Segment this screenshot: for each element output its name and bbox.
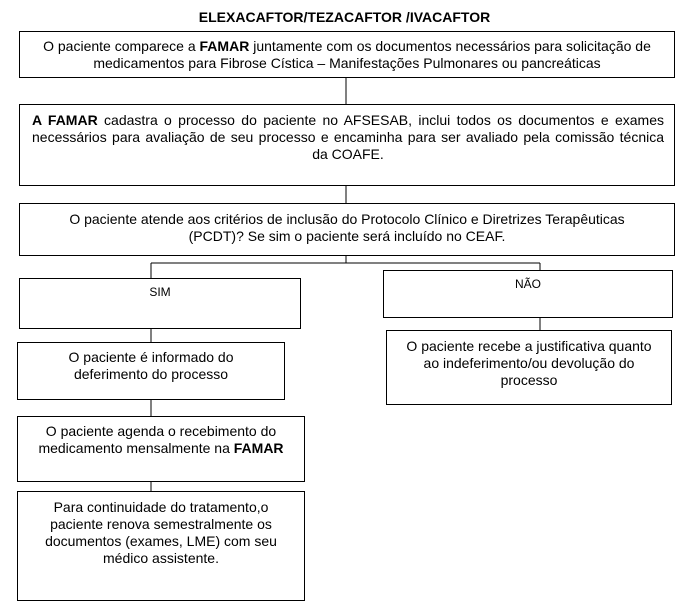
schedule-text-pre: O paciente agenda o recebimento do medicamento mensalmente na xyxy=(38,423,277,456)
step3-text: O paciente atende aos critérios de inclusão do Protocolo Clínico e Diretrizes Terapêuticas (PCDT)? Se sim o paciente será incluído no CEAF. xyxy=(69,211,625,244)
step-schedule-pickup xyxy=(17,416,305,482)
step1-text-pre: O paciente comparece a xyxy=(43,38,200,54)
diagram-title: ELEXACAFTOR/TEZACAFTOR /IVACAFTOR xyxy=(198,9,491,25)
step-famar-registers xyxy=(19,104,675,186)
justification-text: O paciente recebe a justificativa quanto ao indeferimento/ou devolução do processo xyxy=(406,338,652,388)
schedule-text-bold: FAMAR xyxy=(233,440,284,456)
informed-text: O paciente é informado do deferimento do processo xyxy=(68,349,234,382)
step-patient-informed xyxy=(17,342,285,400)
step-justification xyxy=(386,330,672,405)
branch-no-label xyxy=(383,270,673,318)
step1-text-bold: FAMAR xyxy=(199,38,250,54)
step-renew-documents xyxy=(17,491,305,601)
step-criteria-question xyxy=(19,203,675,256)
branch-yes-label xyxy=(19,278,301,329)
step-patient-arrives xyxy=(19,31,675,78)
renew-text: Para continuidade do tratamento,o paciente renova semestralmente os documentos (exames, LME) com seu médico assistente. xyxy=(45,499,277,566)
step1-text-post: juntamente com os documentos necessários para solicitação de medicamentos para Fibrose Cística – Manifestações Pulmonares ou pancreáticas xyxy=(93,38,651,71)
step2-text-bold: A FAMAR xyxy=(32,112,98,128)
yes-label-text: SIM xyxy=(149,285,171,299)
no-label-text: NÃO xyxy=(514,277,541,291)
step2-text-post: cadastra o processo do paciente no AFSESAB, inclui todos os documentos e exames necessários para avaliação de seu processo e encaminha para ser avaliado pela comissão técnica da COAFE. xyxy=(32,112,665,162)
